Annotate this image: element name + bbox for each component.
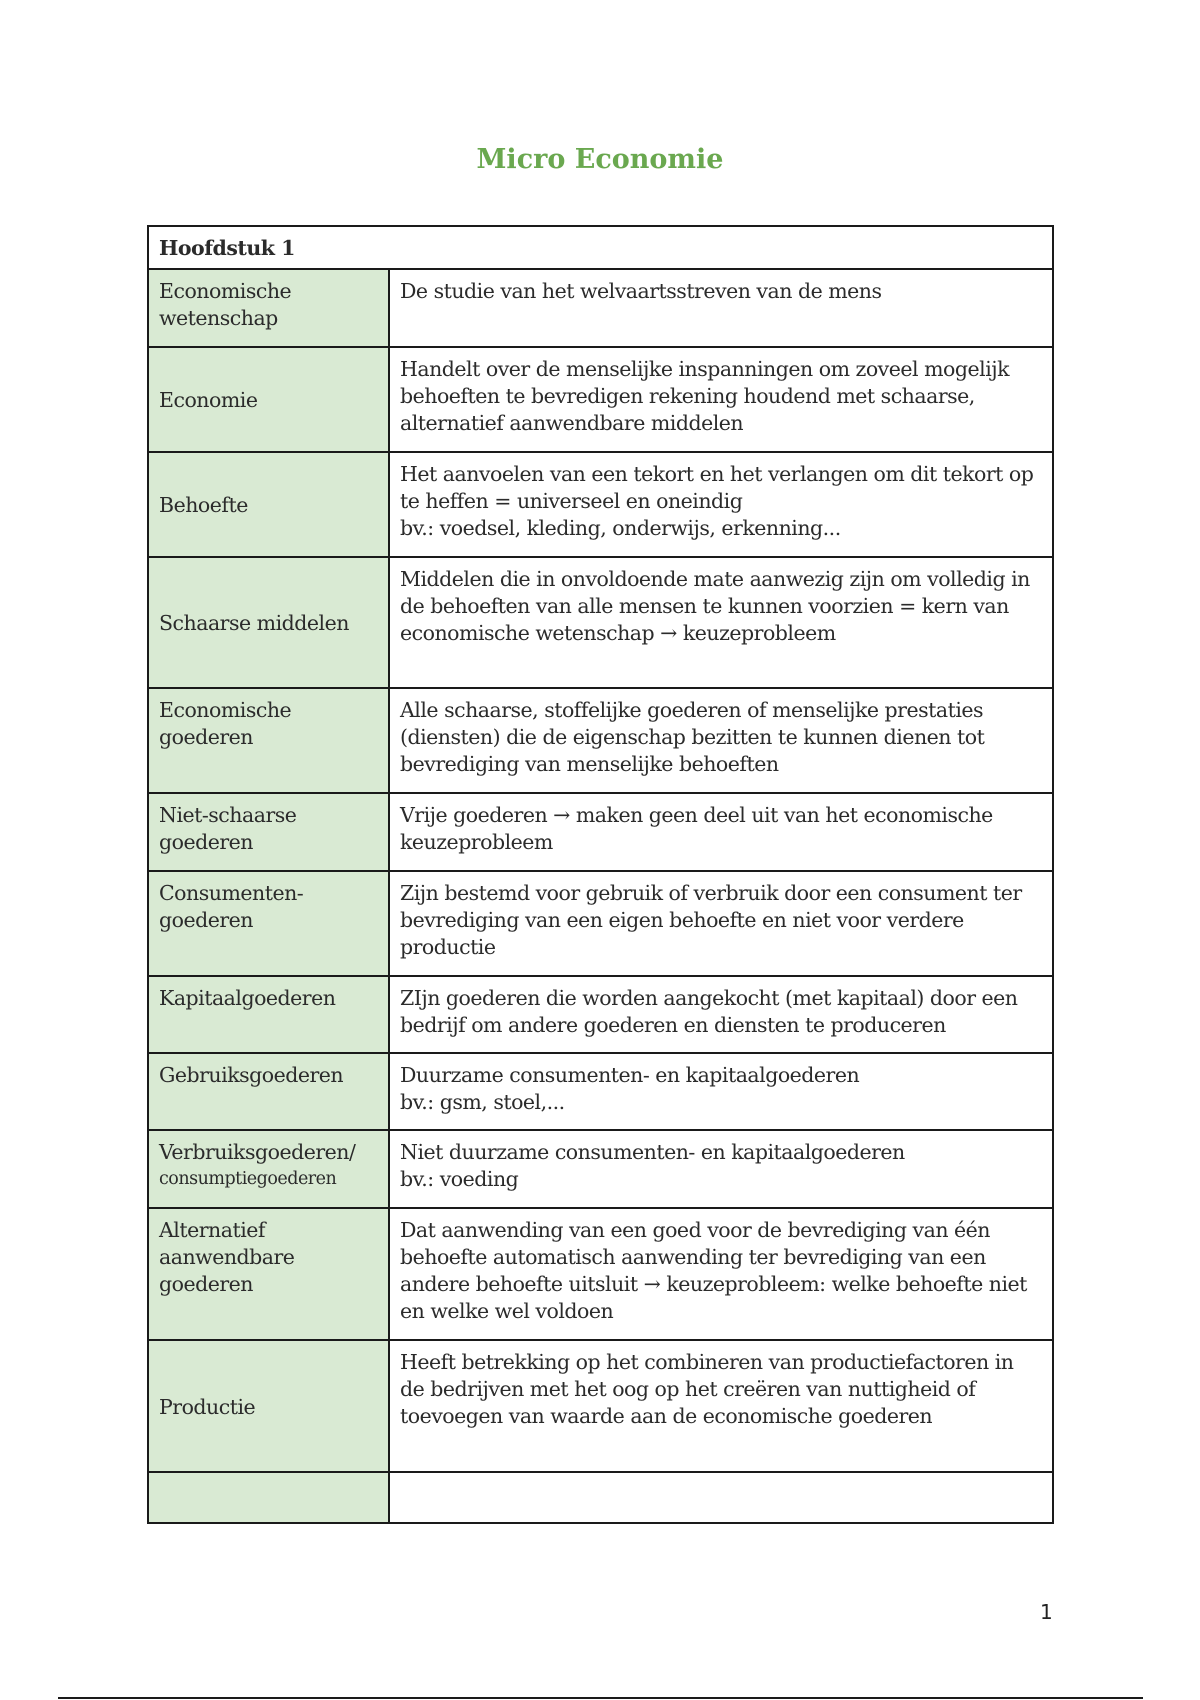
definition-line: Middelen die in onvoldoende mate aanwezig zijn om volledig in de behoeften van alle mensen te kunnen voorzien = kern van economische wetenschap → keuzeprobleem: [400, 567, 1030, 645]
definition-cell: [389, 1208, 1053, 1340]
term-cell: Schaarse middelen: [148, 557, 389, 688]
table-row: [148, 1472, 1053, 1523]
definition-cell: [389, 1340, 1053, 1472]
table-row: [148, 793, 1053, 871]
definition-line: Niet duurzame consumenten- en kapitaalgoederen: [400, 1140, 905, 1164]
term-line: Verbruiksgoederen/: [159, 1140, 356, 1164]
table-row: [148, 976, 1053, 1053]
definition-line: Het aanvoelen van een tekort en het verlangen om dit tekort op te heffen = universeel en oneindig: [400, 462, 1034, 513]
definition-line: Dat aanwending van een goed voor de bevrediging van één behoefte automatisch aanwending ter bevrediging van een andere behoefte uitsluit → keuzeprobleem: welke behoefte niet en welke wel voldoen: [400, 1218, 1027, 1323]
definition-cell: [389, 1472, 1053, 1523]
table-row: [148, 1340, 1053, 1472]
term-cell: Economische goederen: [148, 688, 389, 793]
table-row: [148, 347, 1053, 452]
page-title: Micro Economie: [476, 144, 724, 175]
definition-line: bv.: gsm, stoel,...: [400, 1090, 565, 1114]
table-row: [148, 871, 1053, 976]
definition-line: Duurzame consumenten- en kapitaalgoederen: [400, 1063, 860, 1087]
definition-line: De studie van het welvaartsstreven van de mens: [400, 279, 882, 303]
definition-line: bv.: voeding: [400, 1167, 519, 1191]
definition-cell: [389, 269, 1053, 347]
table-row: [148, 1053, 1053, 1130]
definition-line: Heeft betrekking op het combineren van productiefactoren in de bedrijven met het oog op het creëren van nuttigheid of toevoegen van waarde aan de economische goederen: [400, 1350, 1014, 1428]
definition-line: ZIjn goederen die worden aangekocht (met kapitaal) door een bedrijf om andere goederen en diensten te produceren: [400, 986, 1018, 1037]
definition-cell: [389, 452, 1053, 557]
definition-line: Alle schaarse, stoffelijke goederen of menselijke prestaties (diensten) die de eigenschap bezitten te kunnen dienen tot bevrediging van menselijke behoeften: [400, 698, 985, 776]
definition-cell: [389, 871, 1053, 976]
section-header: Hoofdstuk 1: [148, 226, 1053, 269]
definition-line: Vrije goederen → maken geen deel uit van het economische keuzeprobleem: [400, 803, 993, 854]
definition-cell: [389, 1053, 1053, 1130]
definition-cell: [389, 557, 1053, 688]
definition-line: Handelt over de menselijke inspanningen om zoveel mogelijk behoeften te bevredigen rekening houdend met schaarse, alternatief aanwendbare middelen: [400, 357, 1010, 435]
term-cell: Alternatief aanwendbare goederen: [148, 1208, 389, 1340]
term-cell: Niet-schaarse goederen: [148, 793, 389, 871]
term-line: consumptiegoederen: [159, 1169, 337, 1189]
term-cell: Economie: [148, 347, 389, 452]
definition-line: Zijn bestemd voor gebruik of verbruik door een consument ter bevrediging van een eigen behoefte en niet voor verdere productie: [400, 881, 1022, 959]
table-row: [148, 1130, 1053, 1208]
term-cell: [148, 1130, 389, 1208]
term-cell: Behoefte: [148, 452, 389, 557]
footer-divider: [58, 1697, 1143, 1699]
term-cell: [148, 1472, 389, 1523]
term-cell: Productie: [148, 1340, 389, 1472]
definition-cell: [389, 976, 1053, 1053]
term-cell: Kapitaalgoederen: [148, 976, 389, 1053]
page-number: 1: [1040, 1600, 1053, 1624]
glossary-table: [147, 225, 1054, 1524]
definition-cell: [389, 1130, 1053, 1208]
definition-cell: [389, 688, 1053, 793]
definition-cell: [389, 793, 1053, 871]
term-cell: Gebruiksgoederen: [148, 1053, 389, 1130]
definition-line: bv.: voedsel, kleding, onderwijs, erkenning...: [400, 516, 841, 540]
table-row: [148, 452, 1053, 557]
table-header-row: [148, 226, 1053, 269]
table-row: [148, 688, 1053, 793]
table-row: [148, 269, 1053, 347]
definition-cell: [389, 347, 1053, 452]
table-row: [148, 557, 1053, 688]
term-cell: Economische wetenschap: [148, 269, 389, 347]
table-row: [148, 1208, 1053, 1340]
term-cell: Consumenten-goederen: [148, 871, 389, 976]
